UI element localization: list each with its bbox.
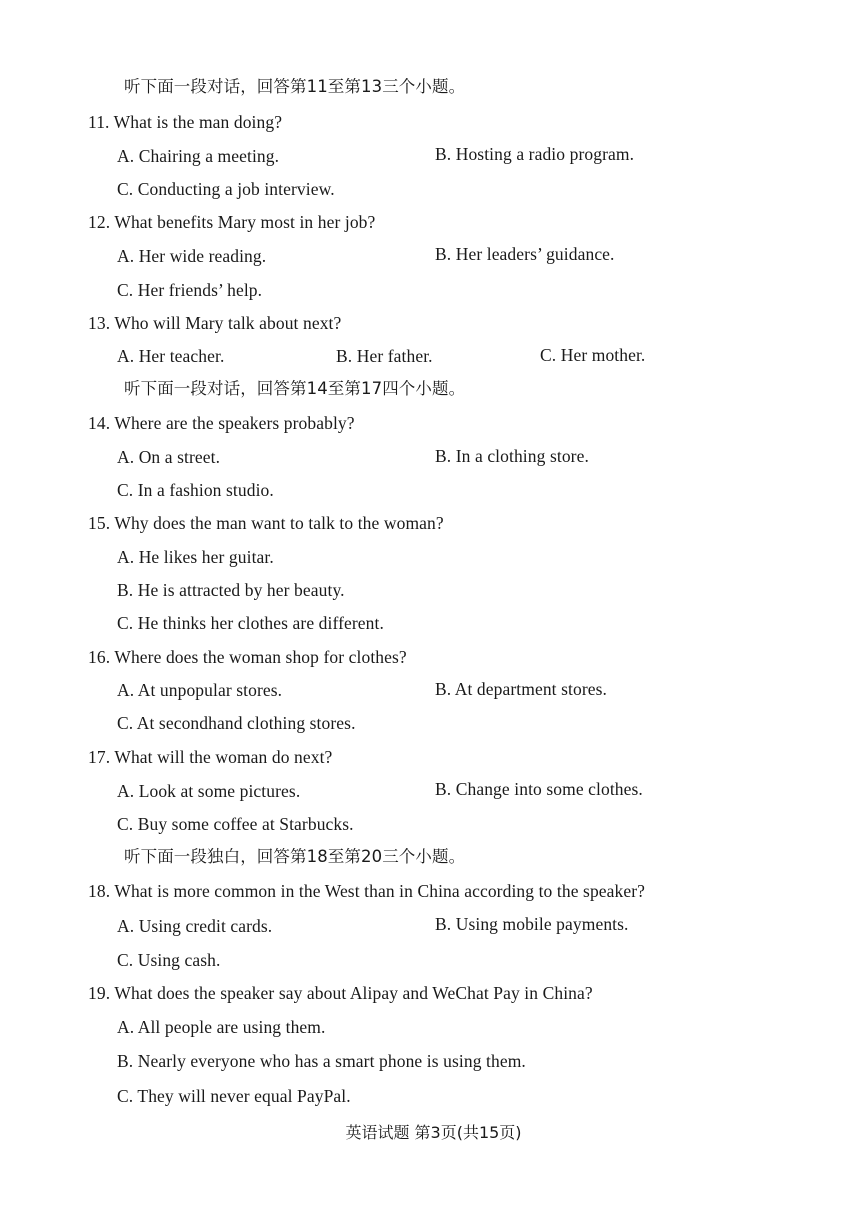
question-stem: 14. Where are the speakers probably? (88, 413, 355, 433)
question-stem: 16. Where does the woman shop for clothes? (88, 647, 407, 667)
option-b: B. Her father. (336, 346, 433, 366)
option-c: C. Her mother. (540, 345, 646, 365)
option-a: A. Chairing a meeting. (117, 146, 280, 166)
option-c: C. Buy some coffee at Starbucks. (117, 814, 354, 834)
option-c: C. At secondhand clothing stores. (117, 713, 356, 733)
question-stem: 13. Who will Mary talk about next? (88, 313, 342, 333)
question-stem: 18. What is more common in the West than in China according to the speaker? (88, 881, 646, 901)
option-b: B. Hosting a radio program. (435, 144, 635, 164)
option-b: B. In a clothing store. (435, 446, 589, 466)
section-instruction: 听下面一段独白，回答第18至第20三个小题。 (124, 847, 466, 866)
option-b: B. Her leaders’ guidance. (435, 244, 615, 264)
option-b: B. At department stores. (435, 679, 608, 699)
option-b: B. He is attracted by her beauty. (117, 580, 345, 600)
section-instruction: 听下面一段对话，回答第11至第13三个小题。 (124, 77, 466, 96)
option-c: C. Her friends’ help. (117, 280, 263, 300)
option-a: A. Look at some pictures. (117, 781, 301, 801)
option-c: C. They will never equal PayPal. (117, 1086, 351, 1106)
question-stem: 12. What benefits Mary most in her job? (88, 212, 376, 232)
page-footer: 英语试题 第3页(共15页) (345, 1123, 522, 1142)
question-stem: 11. What is the man doing? (88, 112, 283, 132)
option-a: A. At unpopular stores. (117, 680, 283, 700)
question-stem: 19. What does the speaker say about Alipay and WeChat Pay in China? (88, 983, 593, 1003)
option-b: B. Change into some clothes. (435, 779, 643, 799)
option-c: C. Conducting a job interview. (117, 179, 335, 199)
option-c: C. Using cash. (117, 950, 221, 970)
option-b: B. Nearly everyone who has a smart phone is using them. (117, 1051, 526, 1071)
option-c: C. In a fashion studio. (117, 480, 274, 500)
option-a: A. He likes her guitar. (117, 547, 274, 567)
option-b: B. Using mobile payments. (435, 914, 629, 934)
option-a: A. Her wide reading. (117, 246, 267, 266)
option-a: A. On a street. (117, 447, 221, 467)
question-stem: 15. Why does the man want to talk to the woman? (88, 513, 444, 533)
option-a: A. Her teacher. (117, 346, 225, 366)
question-stem: 17. What will the woman do next? (88, 747, 333, 767)
section-instruction: 听下面一段对话，回答第14至第17四个小题。 (124, 379, 466, 398)
option-a: A. Using credit cards. (117, 916, 273, 936)
option-c: C. He thinks her clothes are different. (117, 613, 384, 633)
option-a: A. All people are using them. (117, 1017, 326, 1037)
